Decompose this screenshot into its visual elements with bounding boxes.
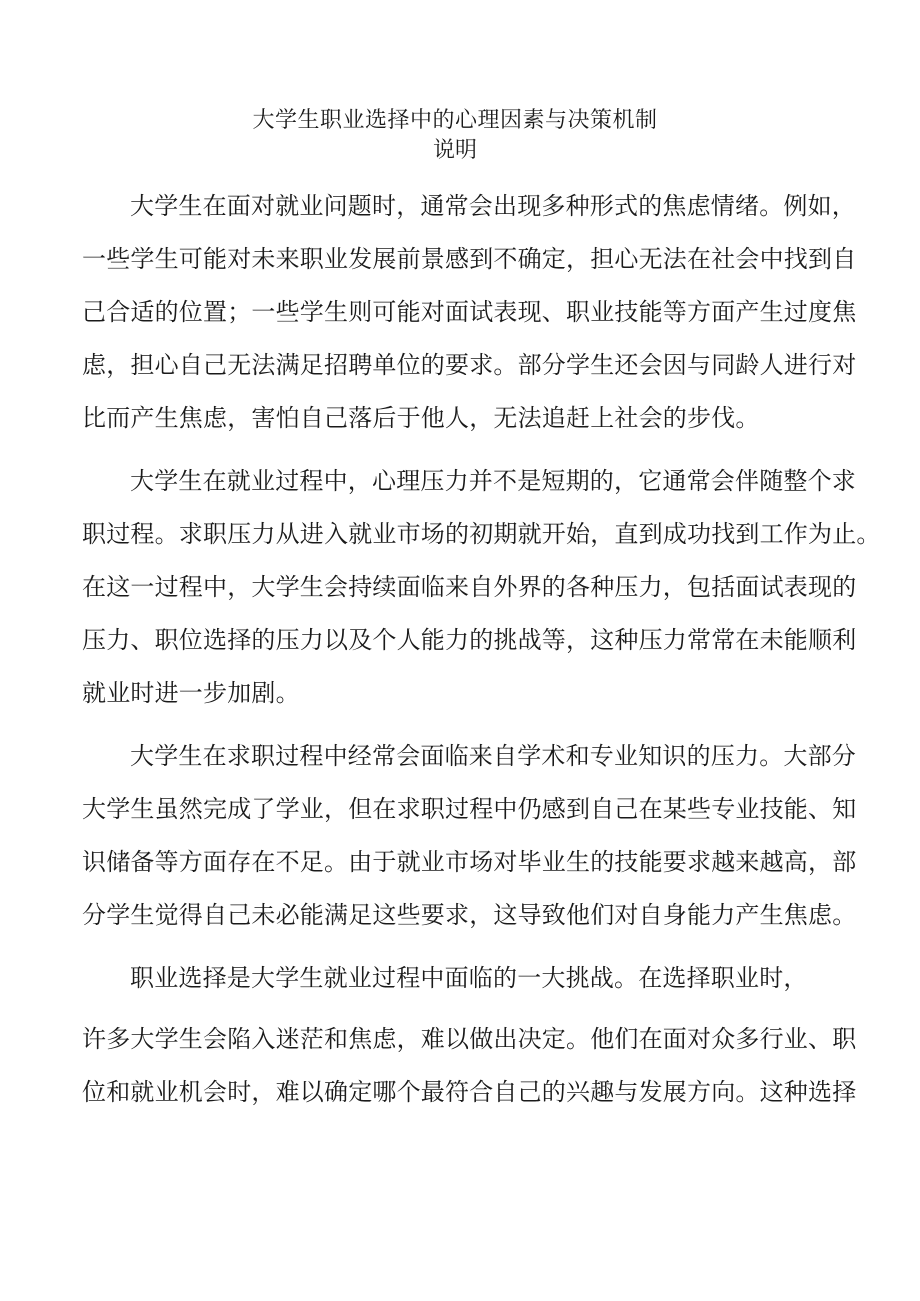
paragraph-line: 分学生觉得自己未必能满足这些要求，这导致他们对自身能力产生焦虑。 xyxy=(82,901,857,929)
document-subtitle: 说明 xyxy=(432,138,477,163)
title-block xyxy=(0,106,920,166)
paragraph-line: 比而产生焦虑，害怕自己落后于他人，无法追赶上社会的步伐。 xyxy=(82,404,760,432)
paragraph-line: 职业选择是大学生就业过程中面临的一大挑战。在选择职业时， xyxy=(130,964,808,992)
paragraph-line: 在这一过程中，大学生会持续面临来自外界的各种压力，包括面试表现的 xyxy=(82,573,857,601)
paragraph-line: 大学生在就业过程中，心理压力并不是短期的，它通常会伴随整个求 xyxy=(130,467,856,495)
paragraph-line: 职过程。求职压力从进入就业市场的初期就开始，直到成功找到工作为止。 xyxy=(82,520,881,548)
paragraph-line: 压力、职位选择的压力以及个人能力的挑战等，这种压力常常在未能顺利 xyxy=(82,626,857,654)
document-title: 大学生职业选择中的心理因素与决策机制 xyxy=(252,108,658,133)
paragraph-line: 识储备等方面存在不足。由于就业市场对毕业生的技能要求越来越高，部 xyxy=(82,848,857,876)
paragraph-line: 大学生在面对就业问题时，通常会出现多种形式的焦虑情绪。例如， xyxy=(130,192,856,220)
paragraph-line: 大学生虽然完成了学业，但在求职过程中仍感到自己在某些专业技能、知 xyxy=(82,795,857,823)
paragraph-line: 位和就业机会时，难以确定哪个最符合自己的兴趣与发展方向。这种选择 xyxy=(82,1078,857,1106)
paragraph-line: 一些学生可能对未来职业发展前景感到不确定，担心无法在社会中找到自 xyxy=(82,245,857,273)
paragraph-line: 就业时进一步加剧。 xyxy=(82,679,300,707)
paragraph-line: 许多大学生会陷入迷茫和焦虑，难以做出决定。他们在面对众多行业、职 xyxy=(82,1025,857,1053)
paragraph-line: 己合适的位置；一些学生则可能对面试表现、职业技能等方面产生过度焦 xyxy=(82,298,857,326)
paragraph-line: 大学生在求职过程中经常会面临来自学术和专业知识的压力。大部分 xyxy=(130,742,856,770)
paragraph-line: 虑，担心自己无法满足招聘单位的要求。部分学生还会因与同龄人进行对 xyxy=(82,351,857,379)
